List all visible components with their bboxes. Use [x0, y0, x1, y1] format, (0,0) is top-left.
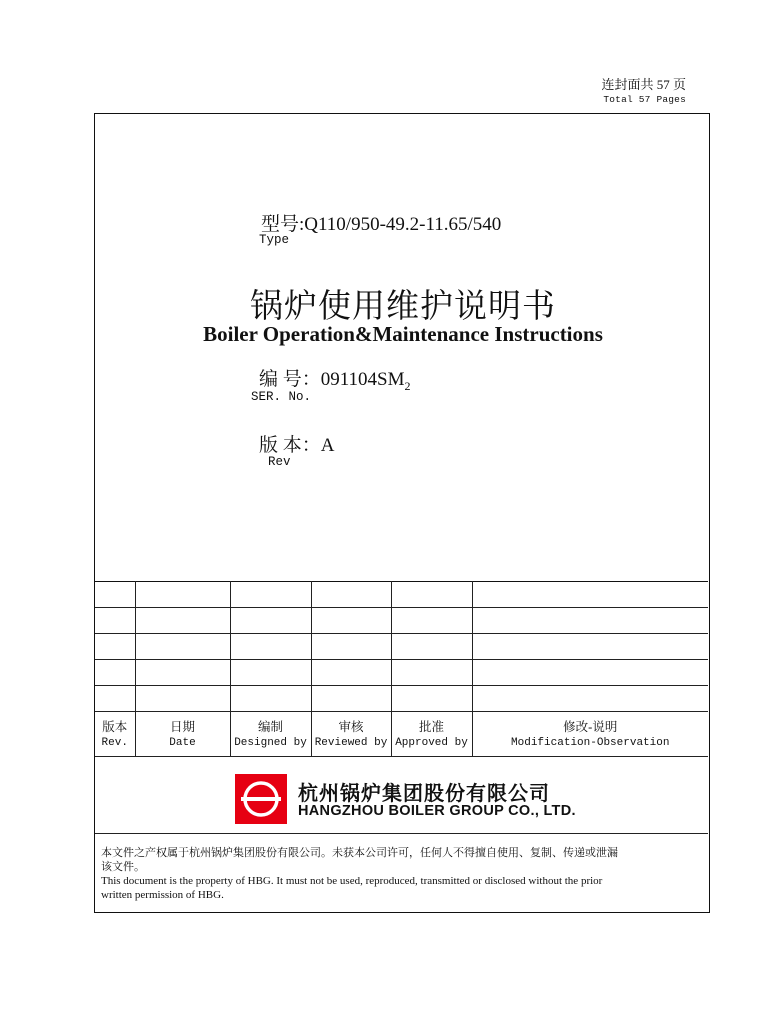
table-cell — [230, 660, 311, 686]
type-line — [261, 209, 501, 236]
type-label-en: Type — [259, 233, 290, 247]
table-cell — [135, 686, 230, 712]
company-logo-area — [95, 757, 708, 834]
header-modification-en: Modification-Observation — [511, 736, 670, 749]
header-approved-cn: 批准 — [418, 719, 444, 734]
table-cell — [95, 686, 135, 712]
table-cell — [391, 608, 472, 634]
table-row — [95, 660, 708, 686]
table-cell — [230, 634, 311, 660]
table-cell — [135, 660, 230, 686]
company-logo-icon — [235, 774, 287, 824]
page-count-en: Total 57 Pages — [603, 94, 686, 105]
revision-table — [95, 581, 708, 757]
notice-en-line-1: This document is the property of HBG. It must not be used, reproduced, transmitted or disclosed without the prior — [101, 875, 603, 887]
company-name-en: HANGZHOU BOILER GROUP CO., LTD. — [298, 803, 576, 819]
page-count — [500, 76, 686, 106]
header-date — [135, 712, 230, 757]
cover-frame — [94, 113, 710, 913]
serial-label-en: SER. No. — [251, 390, 312, 404]
type-label: 型号: — [261, 214, 305, 235]
header-reviewed-en: Reviewed by — [314, 736, 388, 749]
header-date-cn: 日期 — [169, 719, 195, 734]
table-cell — [311, 608, 391, 634]
header-rev-cn: 版本 — [102, 719, 128, 734]
table-cell — [135, 582, 230, 608]
notice-cn-line-1: 本文件之产权属于杭州锅炉集团股份有限公司。未获本公司许可，任何人不得擅自使用、复制、传递或泄漏 — [101, 847, 618, 859]
table-row — [95, 608, 708, 634]
copyright-notice — [101, 846, 705, 902]
header-approved — [391, 712, 472, 757]
table-row — [95, 634, 708, 660]
document-title-en: Boiler Operation&Maintenance Instructions — [203, 322, 603, 346]
table-cell — [472, 686, 708, 712]
notice-en-line-2: written permission of HBG. — [101, 889, 224, 901]
company-name-cn: 杭州锅炉集团股份有限公司 — [298, 783, 550, 805]
table-cell — [311, 634, 391, 660]
serial-label: 编 号： — [259, 369, 321, 390]
table-cell — [95, 582, 135, 608]
header-designed-cn: 编制 — [257, 719, 283, 734]
header-designed — [230, 712, 311, 757]
table-cell — [95, 634, 135, 660]
revision-line — [259, 430, 335, 457]
table-cell — [391, 582, 472, 608]
table-cell — [391, 686, 472, 712]
table-cell — [135, 634, 230, 660]
header-rev-en: Rev. — [101, 736, 128, 749]
revision-value: A — [320, 435, 335, 456]
table-cell — [230, 582, 311, 608]
table-cell — [472, 660, 708, 686]
table-row — [95, 686, 708, 712]
table-cell — [472, 634, 708, 660]
table-cell — [95, 608, 135, 634]
table-cell — [472, 582, 708, 608]
serial-value: 091104SM — [320, 369, 405, 390]
revision-label-en: Rev — [268, 455, 291, 469]
table-cell — [95, 660, 135, 686]
header-date-en: Date — [169, 736, 196, 749]
table-cell — [472, 608, 708, 634]
table-row — [95, 582, 708, 608]
table-cell — [135, 608, 230, 634]
table-cell — [311, 582, 391, 608]
header-rev — [95, 712, 135, 757]
header-reviewed — [311, 712, 391, 757]
document-title-cn: 锅炉使用维护说明书 — [250, 289, 556, 325]
header-reviewed-cn: 审核 — [338, 719, 364, 734]
table-cell — [391, 634, 472, 660]
header-modification-cn: 修改-说明 — [563, 719, 618, 734]
serial-subscript: 2 — [404, 378, 411, 393]
header-approved-en: Approved by — [395, 736, 468, 749]
page-count-cn: 连封面共 57 页 — [601, 77, 686, 92]
table-cell — [230, 608, 311, 634]
header-designed-en: Designed by — [234, 736, 307, 749]
table-header-row — [95, 712, 708, 757]
notice-cn-line-2: 该文件。 — [101, 861, 145, 873]
table-cell — [311, 660, 391, 686]
table-cell — [230, 686, 311, 712]
revision-label: 版 本： — [259, 435, 321, 456]
table-cell — [391, 660, 472, 686]
type-value: Q110/950-49.2-11.65/540 — [304, 214, 502, 235]
table-cell — [311, 686, 391, 712]
header-modification — [472, 712, 708, 757]
